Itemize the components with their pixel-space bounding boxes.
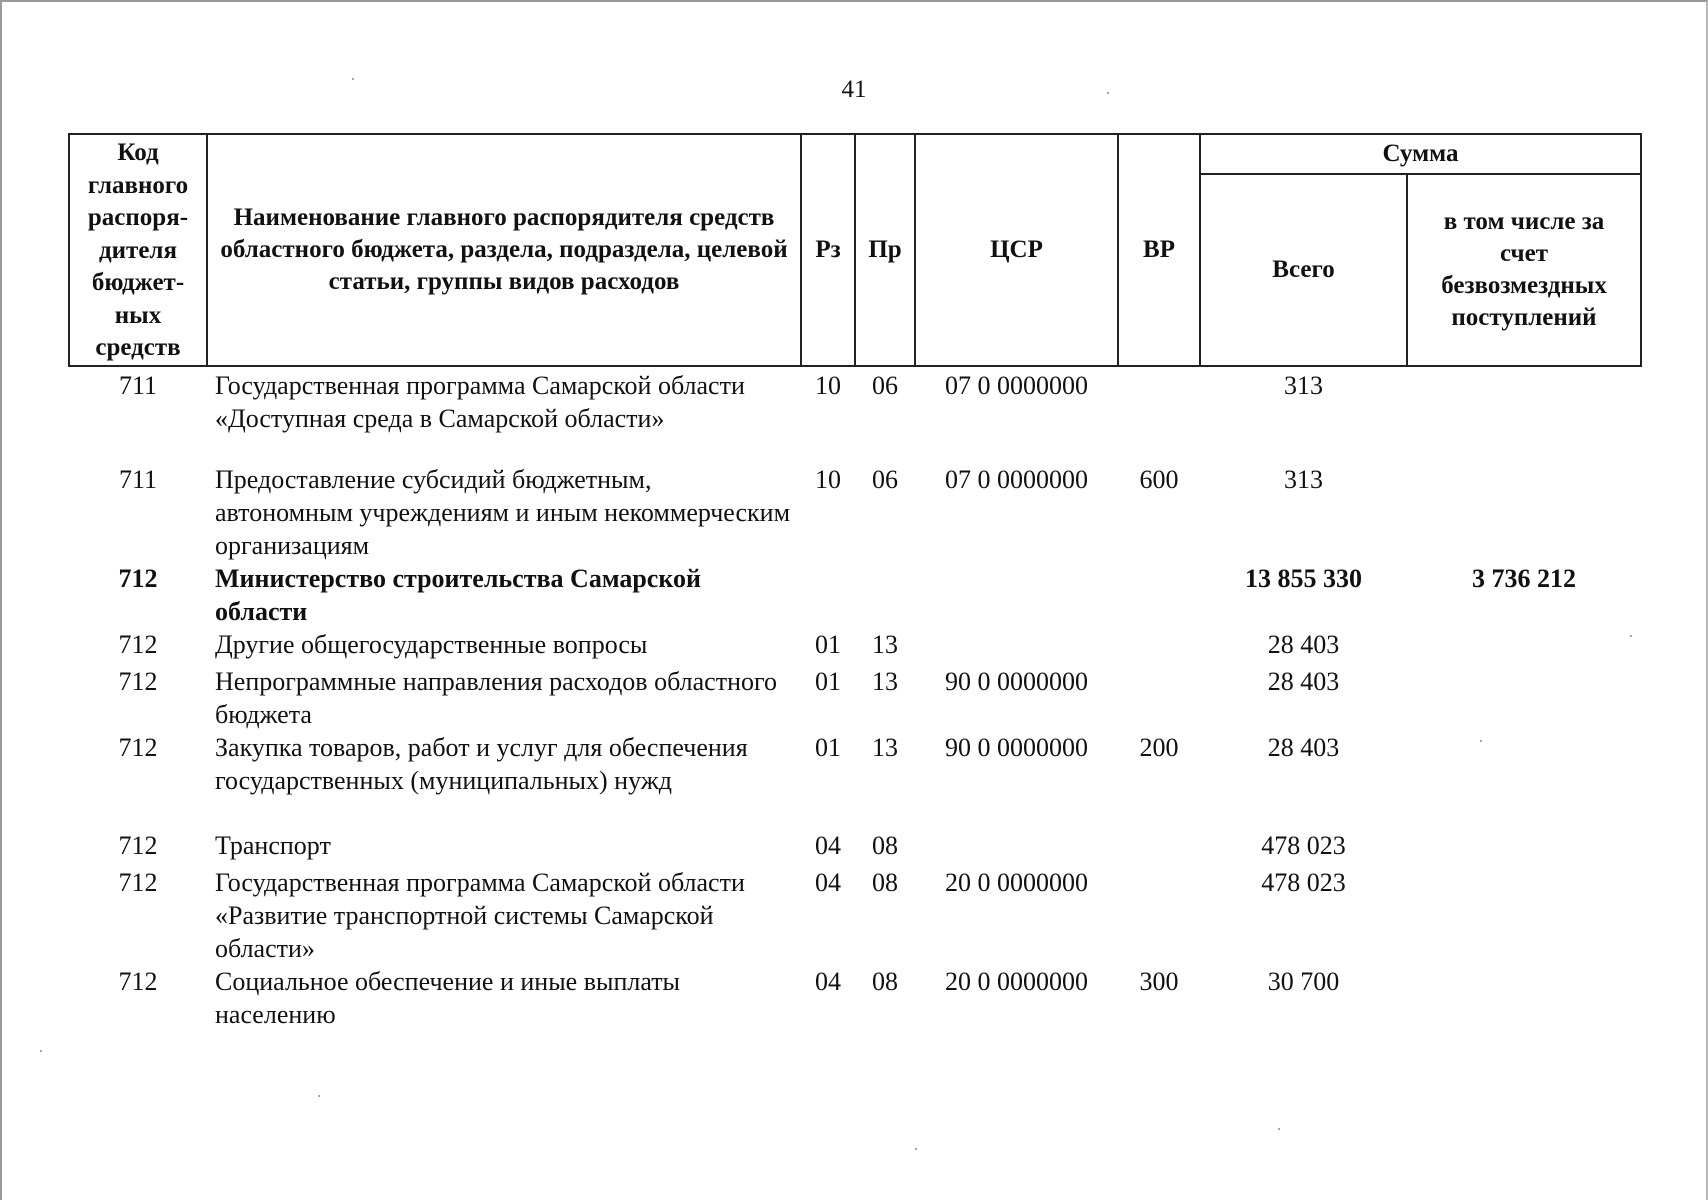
row-csr: 20 0 0000000 bbox=[945, 966, 1088, 996]
row-vr: 600 bbox=[1139, 464, 1179, 494]
table-row bbox=[69, 965, 1641, 1031]
row-vr bbox=[1118, 562, 1200, 628]
header-rz: Рз bbox=[801, 134, 855, 366]
row-free bbox=[1407, 366, 1641, 463]
row-pr: 08 bbox=[872, 830, 898, 860]
page-number: 41 bbox=[841, 76, 867, 103]
row-name: Закупка товаров, работ и услуг для обеспечения государственных (муниципальных) нужд bbox=[215, 732, 748, 795]
row-csr: 20 0 0000000 bbox=[945, 867, 1088, 897]
row-name: Социальное обеспечение и иные выплаты населению bbox=[215, 966, 681, 1029]
table-row bbox=[69, 463, 1641, 562]
row-name: Транспорт bbox=[215, 830, 331, 860]
row-code: 712 bbox=[118, 629, 158, 659]
row-name: Государственная программа Самарской области «Развитие транспортной системы Самарской области» bbox=[215, 867, 745, 963]
row-rz: 01 bbox=[815, 732, 841, 762]
row-name: Непрограммные направления расходов областного бюджета bbox=[215, 666, 777, 729]
row-free bbox=[1407, 866, 1641, 965]
row-total: 478 023 bbox=[1261, 867, 1346, 897]
header-name: Наименование главного распорядителя средств областного бюджета, раздела, подраздела, целевой статьи, группы видов расходов bbox=[207, 134, 801, 366]
row-code: 712 bbox=[118, 563, 158, 593]
scan-speck bbox=[352, 78, 354, 80]
table-body bbox=[69, 366, 1641, 1031]
table-row bbox=[69, 731, 1641, 829]
scan-speck bbox=[318, 1095, 320, 1097]
row-name: Другие общегосударственные вопросы bbox=[215, 629, 648, 659]
table-row bbox=[69, 829, 1641, 866]
table-row bbox=[69, 628, 1641, 665]
row-name: Предоставление субсидий бюджетным, автономным учреждениям и иным некоммерческим организациям bbox=[215, 464, 791, 560]
row-total: 478 023 bbox=[1261, 830, 1346, 860]
row-name: Министерство строительства Самарской области bbox=[215, 563, 701, 626]
row-code: 711 bbox=[118, 370, 158, 400]
scan-speck bbox=[1278, 1128, 1280, 1130]
row-code: 711 bbox=[118, 464, 158, 494]
row-pr bbox=[855, 562, 915, 628]
row-csr: 90 0 0000000 bbox=[945, 732, 1088, 762]
row-vr bbox=[1118, 866, 1200, 965]
scan-speck bbox=[915, 1148, 917, 1150]
table-row bbox=[69, 562, 1641, 628]
row-code: 712 bbox=[118, 666, 158, 696]
row-code: 712 bbox=[118, 732, 158, 762]
header-pr: Пр bbox=[855, 134, 915, 366]
row-rz: 01 bbox=[815, 629, 841, 659]
row-csr bbox=[915, 562, 1118, 628]
row-rz: 01 bbox=[815, 666, 841, 696]
row-total: 13 855 330 bbox=[1245, 563, 1362, 593]
row-rz bbox=[801, 562, 855, 628]
row-pr: 08 bbox=[872, 867, 898, 897]
row-pr: 13 bbox=[872, 629, 898, 659]
row-free bbox=[1407, 731, 1641, 829]
row-pr: 08 bbox=[872, 966, 898, 996]
row-vr: 300 bbox=[1139, 966, 1179, 996]
row-free bbox=[1407, 463, 1641, 562]
row-csr: 07 0 0000000 bbox=[945, 464, 1088, 494]
header-free: в том числе за счет безвозмездных поступлений bbox=[1407, 174, 1641, 366]
scan-speck bbox=[1480, 740, 1482, 742]
row-csr bbox=[915, 829, 1118, 866]
row-code: 712 bbox=[118, 867, 158, 897]
row-pr: 06 bbox=[872, 464, 898, 494]
scan-speck bbox=[40, 1050, 42, 1052]
row-total: 28 403 bbox=[1267, 666, 1340, 696]
row-total: 28 403 bbox=[1267, 732, 1340, 762]
row-rz: 04 bbox=[815, 830, 841, 860]
row-code: 712 bbox=[118, 966, 158, 996]
header-vr: ВР bbox=[1118, 134, 1200, 366]
table-row bbox=[69, 866, 1641, 965]
row-rz: 10 bbox=[815, 464, 841, 494]
row-csr: 90 0 0000000 bbox=[945, 666, 1088, 696]
row-name: Государственная программа Самарской области «Доступная среда в Самарской области» bbox=[215, 370, 745, 433]
row-code: 712 bbox=[118, 830, 158, 860]
row-vr bbox=[1118, 665, 1200, 731]
row-free bbox=[1407, 665, 1641, 731]
row-free bbox=[1407, 965, 1641, 1031]
row-rz: 04 bbox=[815, 867, 841, 897]
scan-speck bbox=[1630, 635, 1632, 637]
row-vr bbox=[1118, 628, 1200, 665]
row-csr bbox=[915, 628, 1118, 665]
table-row bbox=[69, 665, 1641, 731]
row-free bbox=[1407, 628, 1641, 665]
row-total: 30 700 bbox=[1267, 966, 1340, 996]
row-vr: 200 bbox=[1139, 732, 1179, 762]
scan-speck bbox=[1107, 92, 1109, 94]
header-code: Код главного распоря- дителя бюджет- ных средств bbox=[69, 134, 207, 366]
row-pr: 13 bbox=[872, 666, 898, 696]
row-vr bbox=[1118, 366, 1200, 463]
row-rz: 04 bbox=[815, 966, 841, 996]
header-total: Всего bbox=[1200, 174, 1407, 366]
header-csr: ЦСР bbox=[915, 134, 1118, 366]
row-free bbox=[1407, 829, 1641, 866]
table-row bbox=[69, 366, 1641, 463]
row-total: 313 bbox=[1284, 464, 1323, 494]
row-csr: 07 0 0000000 bbox=[945, 370, 1088, 400]
row-rz: 10 bbox=[815, 370, 841, 400]
row-pr: 06 bbox=[872, 370, 898, 400]
row-free: 3 736 212 bbox=[1472, 563, 1576, 593]
row-pr: 13 bbox=[872, 732, 898, 762]
header-sum: Сумма bbox=[1200, 134, 1641, 174]
budget-table bbox=[68, 133, 1642, 1031]
row-vr bbox=[1118, 829, 1200, 866]
row-total: 28 403 bbox=[1267, 629, 1340, 659]
row-total: 313 bbox=[1284, 370, 1323, 400]
